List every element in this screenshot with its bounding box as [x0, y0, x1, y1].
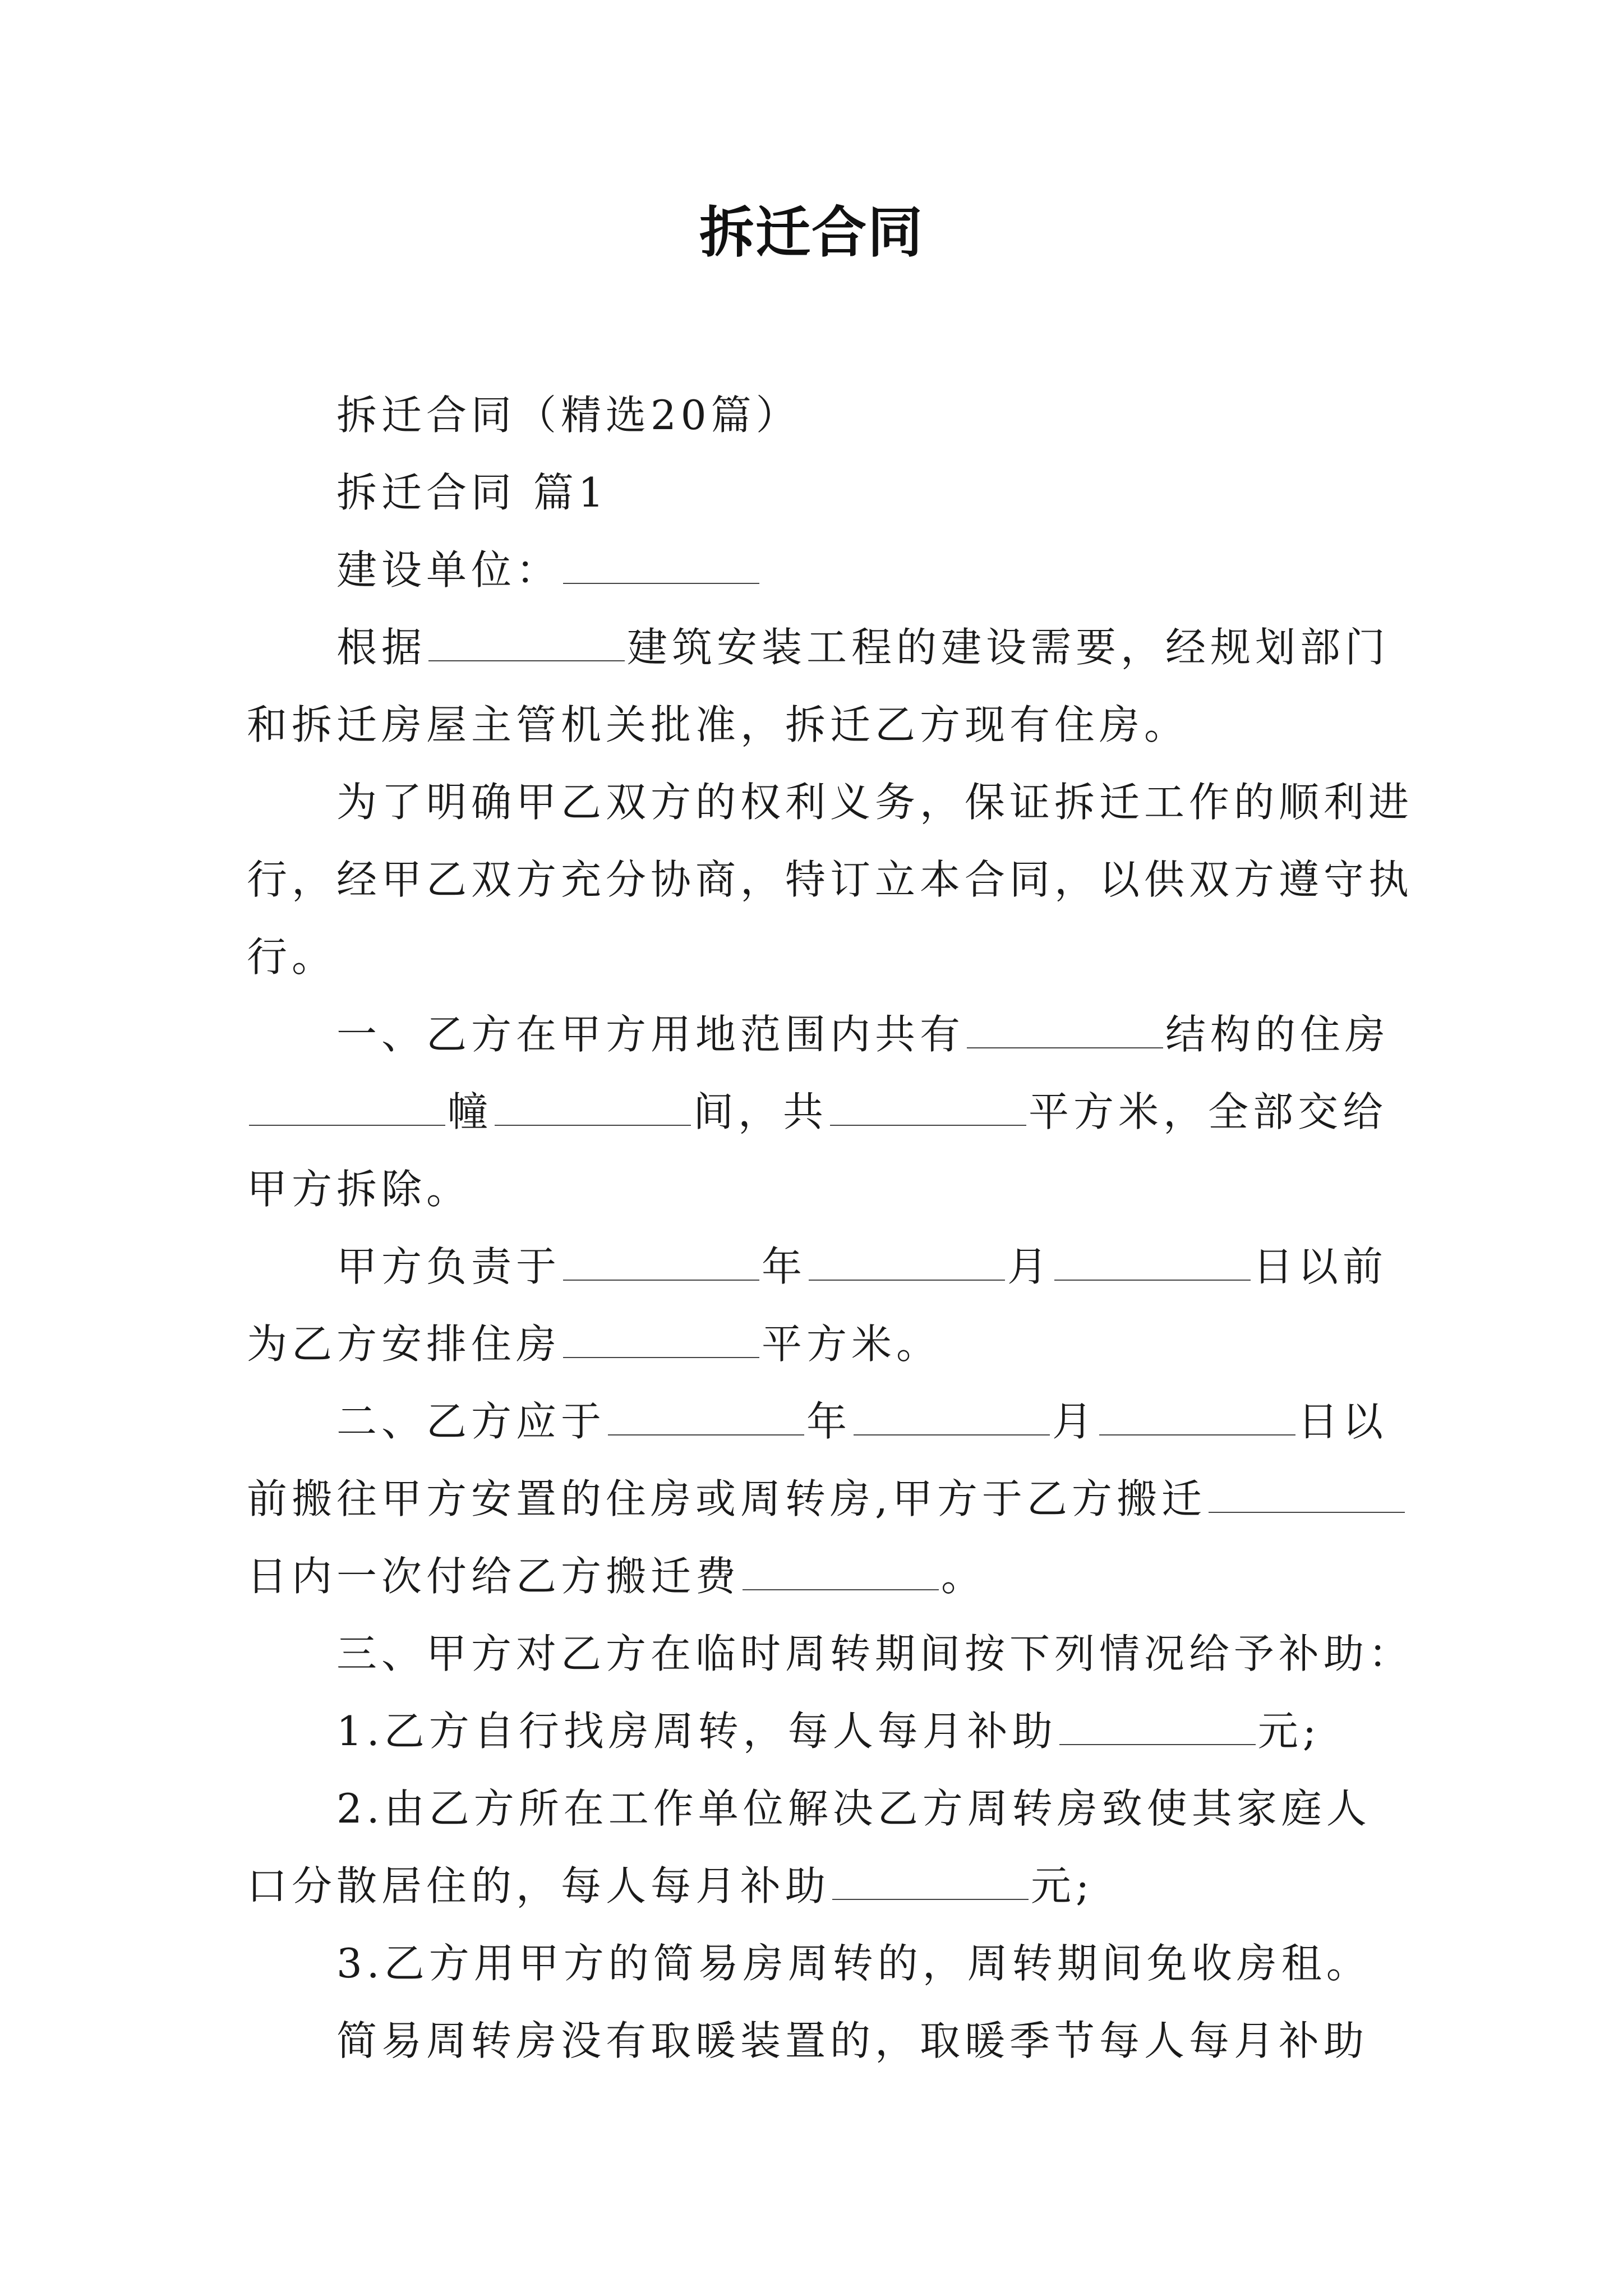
text-segment: 平方米，全部交给: [1029, 1088, 1388, 1135]
text-segment: 月: [1007, 1243, 1053, 1290]
fill-in-blank: [743, 1556, 939, 1590]
text-line: [336, 1935, 1371, 1991]
text-segment: 三、甲方对乙方在临时周转期间按下列情况给予补助：: [336, 1630, 1414, 1677]
text-segment: 为了明确甲乙双方的权利义务，保证拆迁工作的顺利进: [336, 779, 1414, 826]
text-line: [247, 852, 1413, 908]
text-line: [336, 1006, 1390, 1062]
text-segment: 幢: [448, 1088, 493, 1135]
text-line: [247, 697, 1189, 753]
text-segment: 一、乙方在甲方用地范围内共有: [336, 1011, 965, 1058]
text-segment: 前搬往甲方安置的住房或周转房,甲方于乙方搬迁: [247, 1475, 1206, 1522]
text-line: [247, 1316, 941, 1372]
fill-in-blank: [832, 1865, 1029, 1900]
text-segment: 行，经甲乙双方充分协商，特订立本合同，以供双方遵守执: [247, 856, 1414, 903]
fill-in-blank: [249, 1091, 445, 1126]
fill-in-blank: [1059, 1710, 1256, 1745]
text-segment: 年: [806, 1398, 852, 1445]
text-line: [336, 1780, 1371, 1837]
text-segment: 甲方拆除。: [247, 1166, 472, 1213]
text-segment: 元;: [1257, 1708, 1321, 1755]
text-segment: 行。: [247, 933, 337, 981]
text-line: [336, 619, 1390, 675]
text-line: [336, 2013, 1368, 2069]
fill-in-blank: [854, 1401, 1050, 1435]
text-line: [336, 542, 762, 598]
text-segment: 3.乙方用甲方的简易房周转的，周转期间免收房租。: [336, 1940, 1371, 1987]
fill-in-blank: [563, 1246, 759, 1281]
text-line: [336, 464, 608, 521]
text-segment: 为乙方安排住房: [247, 1320, 561, 1368]
text-line: [336, 387, 801, 443]
text-segment: 月: [1052, 1398, 1098, 1445]
text-segment: 结构的住房: [1165, 1011, 1390, 1058]
fill-in-blank: [1099, 1401, 1295, 1435]
text-line: [247, 929, 336, 985]
text-line: [247, 1084, 1387, 1140]
text-segment: 日内一次付给乙方搬迁费: [247, 1553, 741, 1600]
text-line: [336, 1239, 1387, 1295]
text-segment: 口分散居住的，每人每月补助: [247, 1862, 831, 1910]
text-segment: 建设单位：: [336, 546, 561, 593]
text-segment: 日以前: [1253, 1243, 1388, 1290]
text-segment: 。: [941, 1553, 986, 1600]
fill-in-blank: [428, 627, 625, 661]
fill-in-blank: [1054, 1246, 1251, 1281]
text-line: [247, 1161, 471, 1217]
text-line: [247, 1471, 1407, 1527]
text-segment: 2.由乙方所在工作单位解决乙方周转房致使其家庭人: [336, 1785, 1371, 1832]
text-line: [247, 1858, 1094, 1914]
text-segment: 甲方负责于: [336, 1243, 561, 1290]
text-segment: 1.乙方自行找房周转，每人每月补助: [336, 1708, 1057, 1755]
text-segment: 拆迁合同 篇1: [336, 469, 608, 516]
fill-in-blank: [563, 549, 759, 584]
text-segment: 间，共: [693, 1088, 828, 1135]
text-line: [336, 1393, 1387, 1450]
fill-in-blank: [608, 1401, 804, 1435]
fill-in-blank: [563, 1323, 759, 1358]
text-segment: 根据: [336, 624, 427, 671]
fill-in-blank: [830, 1091, 1026, 1126]
text-line: [336, 774, 1413, 830]
text-line: [336, 1626, 1413, 1682]
text-segment: 日以: [1298, 1398, 1388, 1445]
fill-in-blank: [967, 1014, 1163, 1048]
text-segment: 和拆迁房屋主管机关批准，拆迁乙方现有住房。: [247, 701, 1189, 748]
text-segment: 平方米。: [762, 1320, 942, 1368]
text-line: [247, 1548, 986, 1604]
text-segment: 元;: [1031, 1862, 1094, 1910]
text-segment: 年: [762, 1243, 807, 1290]
text-segment: 简易周转房没有取暖装置的，取暖季节每人每月补助: [336, 2017, 1369, 2064]
text-segment: 二、乙方应于: [336, 1398, 606, 1445]
document-title: 拆迁合同: [699, 201, 924, 265]
text-line: [336, 1703, 1321, 1759]
fill-in-blank: [809, 1246, 1005, 1281]
fill-in-blank: [495, 1091, 691, 1126]
fill-in-blank: [1209, 1478, 1405, 1513]
text-segment: 建筑安装工程的建设需要，经规划部门: [627, 624, 1390, 671]
text-segment: 拆迁合同（精选20篇）: [336, 392, 801, 439]
